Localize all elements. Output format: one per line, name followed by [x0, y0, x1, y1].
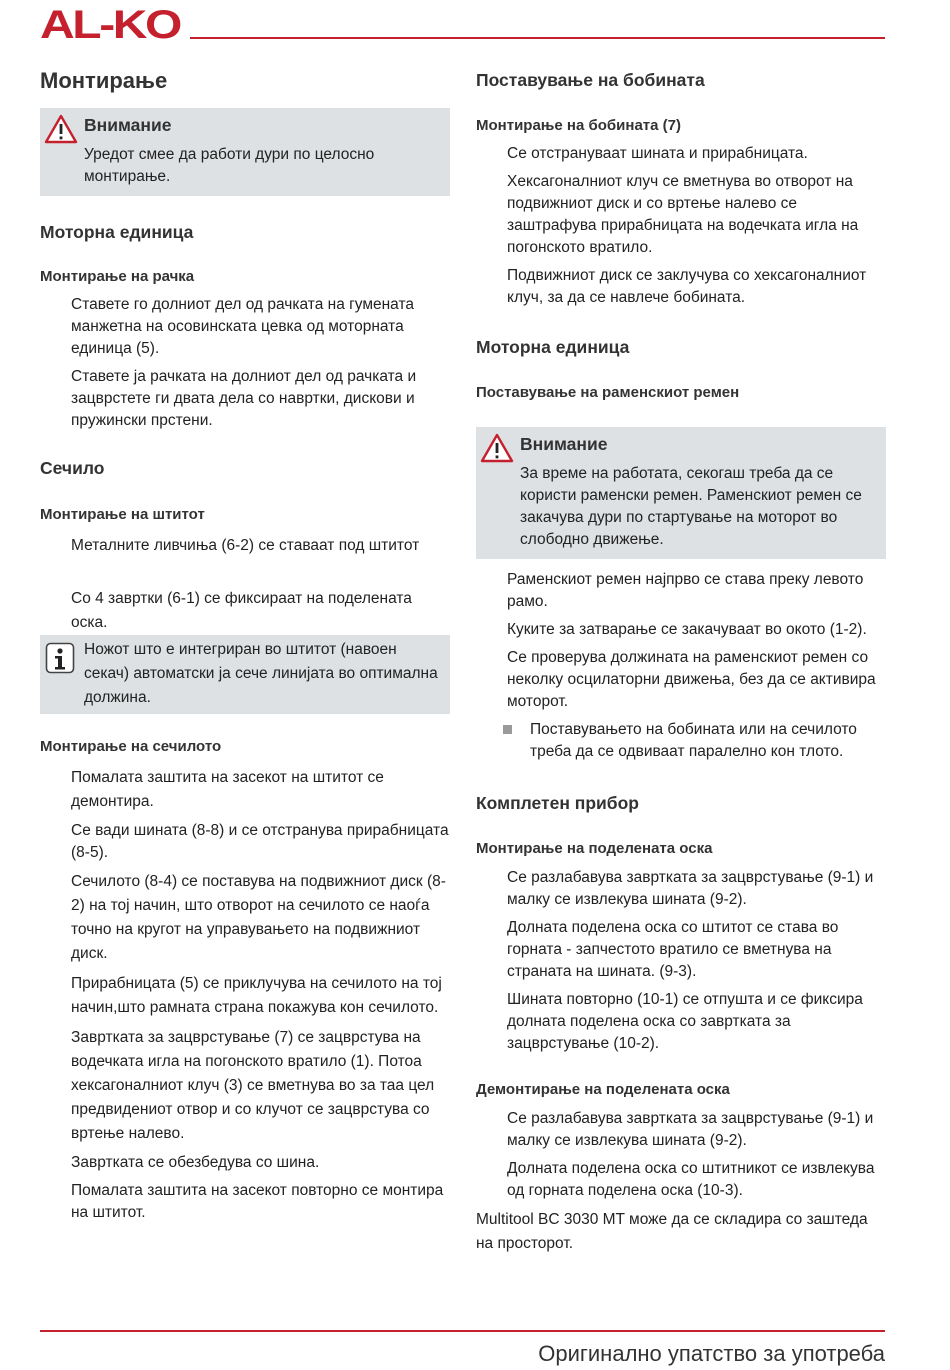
paragraph: Ставете ја рачката на долниот дел од рачката и зацврстете ги двата дела со навртки, дискови и пружински прстени. [71, 368, 417, 429]
warning-text: За време на работата, секогаш треба да се користи раменски ремен. Раменскиот ремен се закачува дури по стартување на моторот во слободно движење. [520, 465, 862, 548]
warning-icon [480, 433, 514, 463]
info-text: Ножот што е интегриран во штитот (навоен секач) автоматски ја сече линијата во оптимална должина. [84, 641, 438, 706]
paragraph: Се разлабавува завртката за зацврстување (9-1) и малку се извлекува шината (9-2). [507, 1110, 874, 1149]
bullet-text: Поставувањето на бобината или на сечилото треба да се одвиваат паралелно кон тлото. [530, 721, 857, 760]
paragraph: Multitool BC 3030 MT може да се складира со заштеда на просторот. [476, 1211, 868, 1252]
footer-rule [40, 1330, 885, 1332]
paragraph: Металните ливчиња (6-2) се ставаат под штитот [71, 537, 420, 554]
subsection-heading: Монтирање на рачка [40, 268, 195, 285]
page-title: Монтирање [40, 68, 168, 93]
subsection-heading: Монтирање на штитот [40, 506, 205, 523]
bullet-square-icon [503, 725, 512, 734]
info-icon [45, 642, 75, 674]
warning-box [476, 427, 886, 559]
paragraph: Помалата заштита на засекот повторно се монтира на штитот. [71, 1182, 444, 1221]
paragraph: Подвижниот диск се заклучува со хексагоналниот клуч, за да се навлече бобината. [507, 267, 867, 306]
paragraph: Прирабницата (5) се приклучува на сечилото на тој начин,што рамната страна покажува кон сечилото. [71, 975, 442, 1016]
paragraph: Долната поделена оска со штитот се става во горната - запчестото вратило се вметнува на страната на шината. (9-3). [507, 919, 839, 980]
paragraph: Се вади шината (8-8) и се отстранува прирабницата (8-5). [71, 822, 449, 861]
section-heading: Комплетен прибор [476, 793, 639, 813]
paragraph: Со 4 завртки (6-1) се фиксираат на поделената оска. [71, 590, 412, 631]
paragraph: Помалата заштита на засекот на штитот се демонтира. [71, 769, 384, 810]
alko-logo [40, 6, 182, 42]
paragraph: Се разлабавува завртката за зацврстување (9-1) и малку се извлекува шината (9-2). [507, 869, 874, 908]
paragraph: Долната поделена оска со штитникот се извлекува од горната поделена оска (10-3). [507, 1160, 875, 1199]
paragraph: Се отстрануваат шината и прирабницата. [507, 145, 808, 162]
section-heading: Поставување на бобината [476, 70, 705, 90]
right-column [476, 60, 886, 1256]
warning-title: Внимание [84, 115, 172, 135]
paragraph: Завртката се обезбедува со шина. [71, 1154, 320, 1171]
paragraph: Куките за затварање се закачуваат во окото (1-2). [507, 621, 867, 638]
paragraph: Хексагоналниот клуч се вметнува во отворот на подвижниот диск и со вртење налево се заштрафува прирабницата на водечката игла на погонското вратило. [507, 173, 859, 256]
paragraph: Раменскиот ремен најпрво се става преку левото рамо. [507, 571, 864, 610]
section-heading: Моторна единица [476, 337, 630, 357]
footer-text: Оригинално упатство за употреба [538, 1341, 885, 1366]
paragraph: Шината повторно (10-1) се отпушта и се фиксира долната поделена оска со завртката за зацврстување (10-2). [507, 991, 863, 1052]
svg-text:AL-KO: AL-KO [40, 6, 182, 42]
subsection-heading: Демонтирање на поделената оска [476, 1081, 730, 1098]
subsection-heading: Монтирање на сечилото [40, 738, 222, 755]
page-header [40, 0, 885, 50]
info-box [40, 635, 450, 714]
section-heading: Сечило [40, 458, 105, 478]
paragraph: Сечилото (8-4) се поставува на подвижниот диск (8-2) на тој начин, што отворот на сечилото се наоѓа точно на кругот на управувањето на подвижниот диск. [71, 873, 446, 962]
warning-text: Уредот смее да работи дури по целосно монтирање. [84, 146, 375, 185]
subsection-heading: Монтирање на бобината (7) [476, 117, 681, 134]
warning-title: Внимание [520, 434, 608, 454]
subsection-heading: Поставување на раменскиот ремен [476, 384, 740, 401]
paragraph: Се проверува должината на раменскиот ремен со неколку осцилаторни движења, без да се активира моторот. [507, 649, 876, 710]
paragraph: Завртката за зацврстување (7) се зацврстува на водечката игла на погонското вратило (1). Потоа хексагоналниот клуч (3) се вметнува во за таа цел предвидениот отвор и со клучот се зацврстува со вртење налево. [71, 1029, 435, 1142]
header-rule [190, 37, 885, 39]
bullet-item [476, 719, 886, 763]
left-column [40, 60, 450, 1224]
subsection-heading: Монтирање на поделената оска [476, 840, 713, 857]
paragraph: Ставете го долниот дел од рачката на гумената манжетна на осовинската цевка од моторната единица (5). [71, 296, 415, 357]
warning-box [40, 108, 450, 196]
section-heading: Моторна единица [40, 222, 194, 242]
warning-icon [44, 114, 78, 144]
